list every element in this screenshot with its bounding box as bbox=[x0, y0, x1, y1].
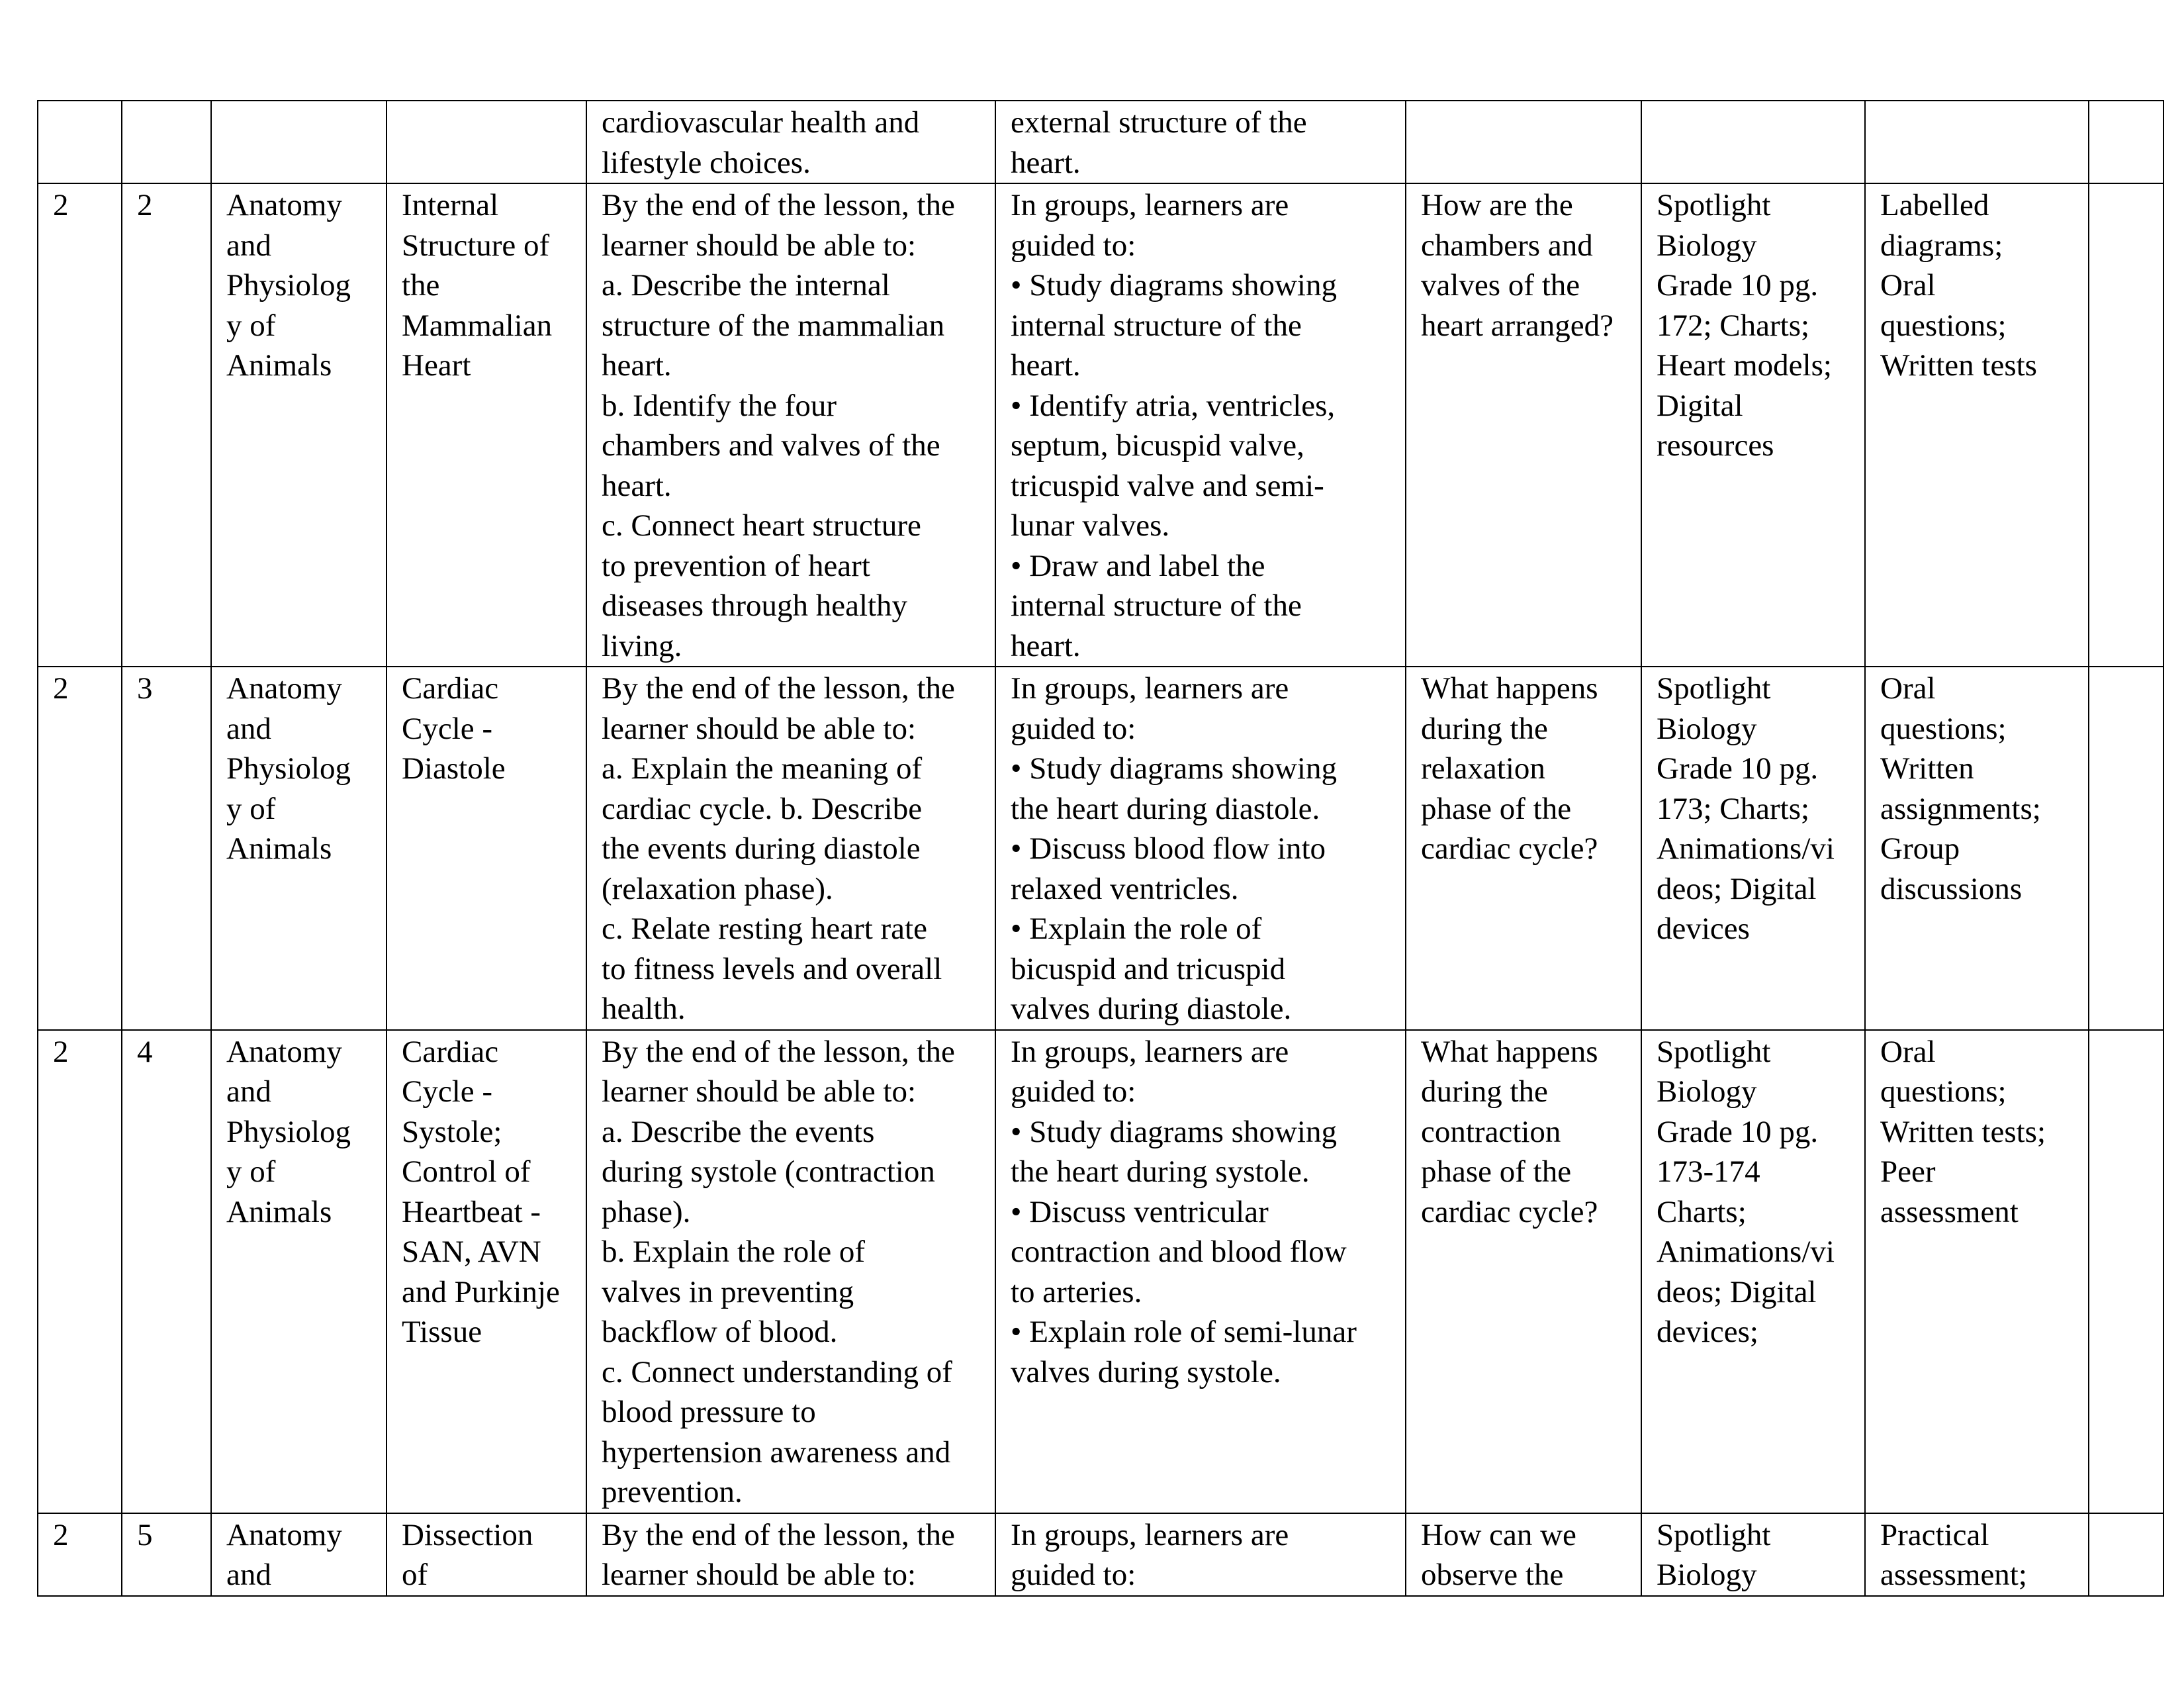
assessment-cell: Practical assessment; bbox=[1865, 1513, 2089, 1596]
table-row bbox=[38, 1513, 2163, 1596]
table-row bbox=[38, 667, 2163, 1030]
sub-strand-cell: Cardiac Cycle - Diastole bbox=[387, 667, 586, 1030]
learning-resources-cell: Spotlight Biology bbox=[1641, 1513, 1865, 1596]
learning-outcomes-cell: By the end of the lesson, the learner should be able to: a. Describe the internal structure of the mammalian heart. b. Identify the four chambers and valves of the heart. c. Connect heart structure to prevention of heart diseases through healthy living. bbox=[586, 183, 995, 667]
strand-cell: Anatomy and Physiolog y of Animals bbox=[211, 1030, 387, 1513]
scheme-of-work-table bbox=[37, 100, 2164, 1597]
table-row bbox=[38, 1030, 2163, 1513]
week-cell: 2 bbox=[38, 1513, 122, 1596]
learning-experiences-cell: In groups, learners are guided to: • Study diagrams showing internal structure of the heart. • Identify atria, ventricles, septum, bicuspid valve, tricuspid valve and semi- lunar valves. • Draw and label the internal structure of the heart. bbox=[995, 183, 1406, 667]
sub-strand-cell bbox=[387, 101, 586, 183]
reflection-cell bbox=[2089, 1030, 2163, 1513]
week-cell: 2 bbox=[38, 183, 122, 667]
reflection-cell bbox=[2089, 183, 2163, 667]
table-row bbox=[38, 183, 2163, 667]
learning-outcomes-cell: By the end of the lesson, the learner should be able to: bbox=[586, 1513, 995, 1596]
learning-outcomes-cell: By the end of the lesson, the learner should be able to: a. Explain the meaning of cardiac cycle. b. Describe the events during diastole (relaxation phase). c. Relate resting heart rate to fitness levels and overall health. bbox=[586, 667, 995, 1030]
sub-strand-cell: Cardiac Cycle - Systole; Control of Heartbeat - SAN, AVN and Purkinje Tissue bbox=[387, 1030, 586, 1513]
lesson-cell: 4 bbox=[122, 1030, 211, 1513]
lesson-cell: 5 bbox=[122, 1513, 211, 1596]
sub-strand-cell: Internal Structure of the Mammalian Heart bbox=[387, 183, 586, 667]
learning-resources-cell: Spotlight Biology Grade 10 pg. 173-174 Charts; Animations/vi deos; Digital devices; bbox=[1641, 1030, 1865, 1513]
learning-outcomes-cell: cardiovascular health and lifestyle choices. bbox=[586, 101, 995, 183]
reflection-cell bbox=[2089, 667, 2163, 1030]
week-cell bbox=[38, 101, 122, 183]
inquiry-question-cell bbox=[1406, 101, 1641, 183]
learning-resources-cell: Spotlight Biology Grade 10 pg. 172; Charts; Heart models; Digital resources bbox=[1641, 183, 1865, 667]
lesson-cell bbox=[122, 101, 211, 183]
inquiry-question-cell: What happens during the relaxation phase of the cardiac cycle? bbox=[1406, 667, 1641, 1030]
table-row bbox=[38, 101, 2163, 183]
strand-cell: Anatomy and bbox=[211, 1513, 387, 1596]
inquiry-question-cell: How can we observe the bbox=[1406, 1513, 1641, 1596]
assessment-cell: Oral questions; Written assignments; Group discussions bbox=[1865, 667, 2089, 1030]
sub-strand-cell: Dissection of bbox=[387, 1513, 586, 1596]
week-cell: 2 bbox=[38, 1030, 122, 1513]
assessment-cell bbox=[1865, 101, 2089, 183]
learning-experiences-cell: In groups, learners are guided to: • Study diagrams showing the heart during diastole. • Discuss blood flow into relaxed ventricles. • Explain the role of bicuspid and tricuspid valves during diastole. bbox=[995, 667, 1406, 1030]
assessment-cell: Labelled diagrams; Oral questions; Written tests bbox=[1865, 183, 2089, 667]
learning-experiences-cell: In groups, learners are guided to: • Study diagrams showing the heart during systole. • Discuss ventricular contraction and blood flow to arteries. • Explain role of semi-lunar valves during systole. bbox=[995, 1030, 1406, 1513]
learning-outcomes-cell: By the end of the lesson, the learner should be able to: a. Describe the events during systole (contraction phase). b. Explain the role of valves in preventing backflow of blood. c. Connect understanding of blood pressure to hypertension awareness and prevention. bbox=[586, 1030, 995, 1513]
learning-experiences-cell: external structure of the heart. bbox=[995, 101, 1406, 183]
lesson-cell: 2 bbox=[122, 183, 211, 667]
assessment-cell: Oral questions; Written tests; Peer assessment bbox=[1865, 1030, 2089, 1513]
inquiry-question-cell: How are the chambers and valves of the heart arranged? bbox=[1406, 183, 1641, 667]
learning-resources-cell bbox=[1641, 101, 1865, 183]
strand-cell bbox=[211, 101, 387, 183]
strand-cell: Anatomy and Physiolog y of Animals bbox=[211, 183, 387, 667]
reflection-cell bbox=[2089, 101, 2163, 183]
learning-experiences-cell: In groups, learners are guided to: bbox=[995, 1513, 1406, 1596]
strand-cell: Anatomy and Physiolog y of Animals bbox=[211, 667, 387, 1030]
week-cell: 2 bbox=[38, 667, 122, 1030]
inquiry-question-cell: What happens during the contraction phase of the cardiac cycle? bbox=[1406, 1030, 1641, 1513]
lesson-cell: 3 bbox=[122, 667, 211, 1030]
reflection-cell bbox=[2089, 1513, 2163, 1596]
learning-resources-cell: Spotlight Biology Grade 10 pg. 173; Charts; Animations/vi deos; Digital devices bbox=[1641, 667, 1865, 1030]
